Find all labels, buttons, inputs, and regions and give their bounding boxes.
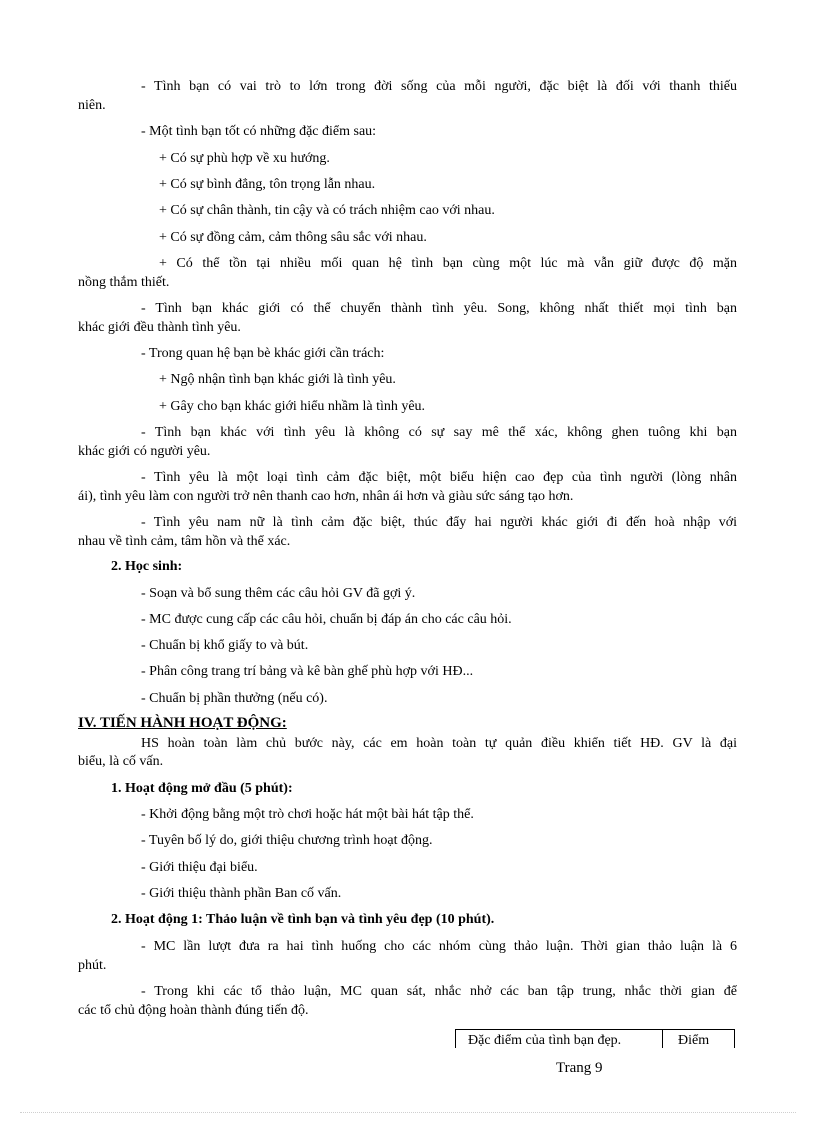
text-line: HS hoàn toàn làm chủ bước này, các em hoàn toàn tự quản điều khiển tiết HĐ. GV là đại	[141, 736, 737, 751]
table-header-score: Điểm	[678, 1033, 710, 1048]
subsection-heading: 1. Hoạt động mở đầu (5 phút):	[111, 781, 293, 796]
text-line: nồng thắm thiết.	[78, 275, 170, 290]
text-line: khác giới có người yêu.	[78, 444, 211, 459]
page-separator	[20, 1112, 796, 1113]
text-line: + Có thể tồn tại nhiều mối quan hệ tình bạn cùng một lúc mà vẫn giữ được độ mặn	[159, 256, 737, 271]
subsection-heading: 2. Học sinh:	[111, 559, 183, 574]
text-line: nhau về tình cảm, tâm hồn và thể xác.	[78, 534, 291, 549]
text-line: niên.	[78, 98, 106, 113]
text-line: - Soạn và bổ sung thêm các câu hỏi GV đã gợi ý.	[141, 586, 416, 601]
text-line: - Tình bạn khác giới có thể chuyển thành tình yêu. Song, không nhất thiết mọi tình bạn	[141, 301, 737, 316]
subsection-heading: 2. Hoạt động 1: Thảo luận về tình bạn và tình yêu đẹp (10 phút).	[111, 912, 495, 927]
text-line: - MC lần lượt đưa ra hai tình huống cho các nhóm cùng thảo luận. Thời gian thảo luận là 6	[141, 939, 737, 954]
text-line: - Chuẩn bị phần thưởng (nếu có).	[141, 691, 328, 706]
text-line: - Tình yêu nam nữ là tình cảm đặc biệt, thúc đẩy hai người khác giới đi đến hoà nhập với	[141, 515, 737, 530]
text-line: - MC được cung cấp các câu hỏi, chuẩn bị đáp án cho các câu hỏi.	[141, 612, 512, 627]
text-line: - Tuyên bố lý do, giới thiệu chương trình hoạt động.	[141, 833, 433, 848]
text-line: - Tình bạn khác với tình yêu là không có sự say mê thể xác, không ghen tuông khi bạn	[141, 425, 737, 440]
text-line: biểu, là cố vấn.	[78, 754, 164, 769]
text-line: + Ngộ nhận tình bạn khác giới là tình yêu.	[159, 372, 396, 387]
text-line: - Chuẩn bị khổ giấy to và bút.	[141, 638, 309, 653]
table-divider	[662, 1030, 663, 1048]
text-line: + Có sự chân thành, tin cậy và có trách nhiệm cao với nhau.	[159, 203, 495, 218]
text-line: - Khởi động bằng một trò chơi hoặc hát một bài hát tập thể.	[141, 807, 474, 822]
text-line: - Tình yêu là một loại tình cảm đặc biệt, một biểu hiện cao đẹp của tình người (lòng nhân	[141, 470, 737, 485]
table-header-criteria: Đặc điểm của tình bạn đẹp.	[468, 1033, 622, 1048]
text-line: - Giới thiệu thành phần Ban cố vấn.	[141, 886, 342, 901]
section-heading: IV. TIẾN HÀNH HOẠT ĐỘNG:	[78, 715, 287, 731]
text-line: + Có sự đồng cảm, cảm thông sâu sắc với nhau.	[159, 230, 427, 245]
text-line: các tổ chủ động hoàn thành đúng tiến độ.	[78, 1003, 309, 1018]
text-line: - Trong quan hệ bạn bè khác giới cần trách:	[141, 346, 385, 361]
text-line: + Có sự phù hợp về xu hướng.	[159, 151, 330, 166]
text-line: - Phân công trang trí bảng và kê bàn ghế phù hợp với HĐ...	[141, 664, 474, 679]
text-line: - Giới thiệu đại biểu.	[141, 860, 258, 875]
text-line: + Có sự bình đẳng, tôn trọng lẫn nhau.	[159, 177, 376, 192]
text-line: - Tình bạn có vai trò to lớn trong đời sống của mỗi người, đặc biệt là đối với thanh thiếu	[141, 79, 737, 94]
text-line: + Gây cho bạn khác giới hiểu nhầm là tình yêu.	[159, 399, 426, 414]
criteria-table	[455, 1029, 735, 1048]
text-line: phút.	[78, 958, 107, 973]
text-line: ái), tình yêu làm con người trở nên thanh cao hơn, nhân ái hơn và giàu sức sáng tạo hơn.	[78, 489, 574, 504]
text-line: - Một tình bạn tốt có những đặc điểm sau:	[141, 124, 377, 139]
text-line: - Trong khi các tổ thảo luận, MC quan sát, nhắc nhở các ban tập trung, nhắc thời gian để	[141, 984, 737, 999]
text-line: khác giới đều thành tình yêu.	[78, 320, 241, 335]
page-number: Trang 9	[556, 1060, 603, 1076]
